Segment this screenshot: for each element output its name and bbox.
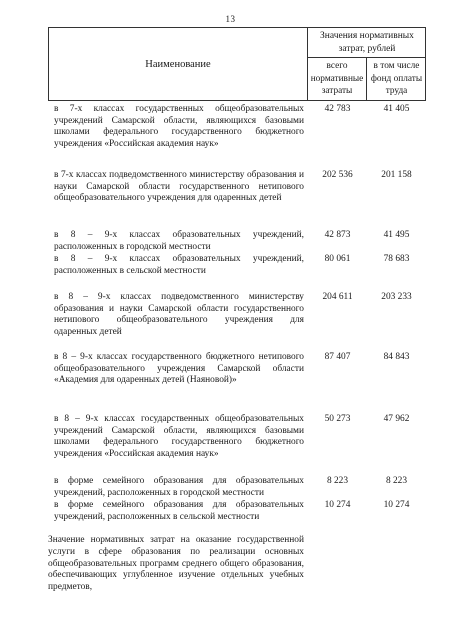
row-payroll: 47 962 (383, 414, 410, 424)
body-paragraph: Значение нормативных затрат на оказание государственной услуги в сфере образования по реализации основных общеобразовательных программ среднего общего образования, обеспечивающих углубленное изучение отдельных учебных предметов, (48, 535, 304, 593)
row-total: 202 536 (322, 170, 353, 180)
row-name: в 7-х классах подведомственного министерству образования и науки Самарской области государственного нетипового общеобразовательного учреждения для одаренных детей (54, 170, 304, 204)
row-total: 204 611 (322, 292, 353, 302)
row-name: в 8 – 9-х классах образовательных учреждений, расположенных в городской местности (54, 230, 304, 252)
row-total: 8 223 (326, 476, 349, 486)
row-payroll: 203 233 (381, 292, 412, 302)
row-name: в 8 – 9-х классах государственного бюджетного нетипового общеобразовательного учреждения Самарской области «Академия для одаренных детей (Наяновой)» (54, 352, 304, 386)
row-name: в 8 – 9-х классах образовательных учреждений, расположенных в сельской местности (54, 254, 304, 276)
row-payroll: 201 158 (381, 170, 412, 180)
row-total: 10 274 (324, 500, 351, 510)
header-payroll-cell: в том числе фонд оплаты труда (370, 61, 423, 96)
row-payroll: 41 405 (383, 104, 410, 114)
row-payroll: 8 223 (385, 476, 408, 486)
row-name: в 8 – 9-х классах государственных общеобразовательных учреждений Самарской области, являющихся базовыми школами федерального государственного бюджетного учреждения «Российская академия наук» (54, 414, 304, 459)
page-number: 13 (225, 14, 236, 24)
table-header (48, 27, 426, 101)
header-group-cell: Значения нормативных затрат, рублей (308, 28, 426, 58)
row-name: в 8 – 9-х классах подведомственного министерству образования и науки Самарской области государственного нетипового общеобразовательного учреждения для одаренных детей (54, 292, 304, 337)
row-name: в 7-х классах государственных общеобразовательных учреждений Самарской области, являющихся базовыми школами федерального государственного бюджетного учреждения «Российская академия наук» (54, 104, 304, 149)
header-total-cell: всего нормативные затраты (308, 58, 367, 101)
header-divider (48, 100, 426, 101)
row-total: 50 273 (324, 414, 351, 424)
row-payroll: 84 843 (383, 352, 410, 362)
row-payroll: 10 274 (383, 500, 410, 510)
row-total: 80 061 (324, 254, 351, 264)
row-name: в форме семейного образования для образовательных учреждений, расположенных в сельской местности (54, 500, 304, 522)
row-payroll: 41 495 (383, 230, 410, 240)
row-payroll: 78 683 (383, 254, 410, 264)
header-name-cell: Наименование (49, 28, 308, 101)
row-name: в форме семейного образования для образовательных учреждений, расположенных в городской местности (54, 476, 304, 498)
row-total: 42 873 (324, 230, 351, 240)
row-total: 87 407 (324, 352, 351, 362)
row-total: 42 783 (324, 104, 351, 114)
